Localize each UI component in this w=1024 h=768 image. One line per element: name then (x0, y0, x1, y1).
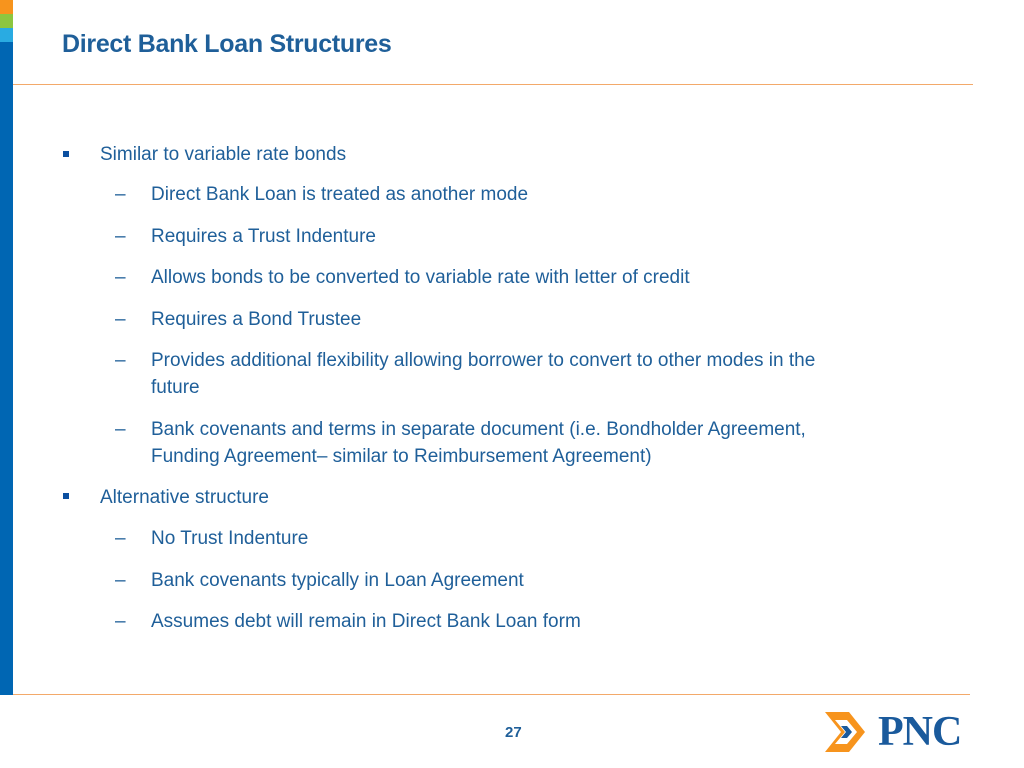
dash-marker: – (115, 226, 126, 247)
sub-item-line-2: future (151, 377, 200, 398)
sub-item: Requires a Bond Trustee (151, 309, 362, 330)
dash-marker: – (115, 350, 126, 371)
bullet-marker (63, 151, 69, 157)
dash-marker: – (115, 184, 126, 205)
sub-item: No Trust Indenture (151, 528, 309, 549)
logo-wordmark: PNC (878, 709, 962, 755)
sub-item-line-1: Provides additional flexibility allowing borrower to convert to other modes in the (151, 350, 816, 371)
dash-marker: – (115, 611, 126, 632)
sub-item: Allows bonds to be converted to variable rate with letter of credit (151, 267, 690, 288)
sub-item-line-1: Bank covenants and terms in separate document (i.e. Bondholder Agreement, (151, 419, 806, 440)
dash-marker: – (115, 267, 126, 288)
sub-item: Bank covenants typically in Loan Agreement (151, 570, 524, 591)
dash-marker: – (115, 528, 126, 549)
bottom-divider (13, 694, 970, 695)
slide-title: Direct Bank Loan Structures (62, 30, 392, 58)
page-number: 27 (505, 724, 522, 741)
dash-marker: – (115, 419, 126, 440)
sub-item: Requires a Trust Indenture (151, 226, 376, 247)
bullet-2-text: Alternative structure (100, 487, 269, 508)
sub-item: Assumes debt will remain in Direct Bank Loan form (151, 611, 581, 632)
dash-marker: – (115, 570, 126, 591)
sub-item: Direct Bank Loan is treated as another mode (151, 184, 529, 205)
sub-item-line-2: Funding Agreement– similar to Reimbursement Agreement) (151, 446, 652, 467)
dash-marker: – (115, 309, 126, 330)
bullet-1-text: Similar to variable rate bonds (100, 144, 347, 165)
bullet-marker (63, 493, 69, 499)
